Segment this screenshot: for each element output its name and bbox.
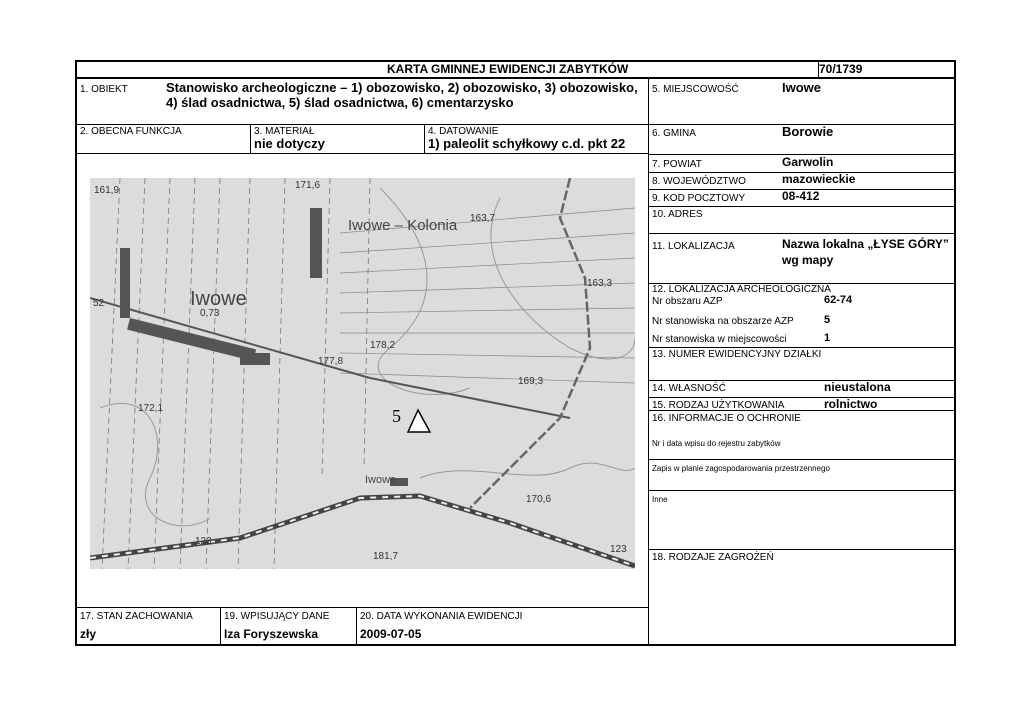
- row2-vdivider-a: [250, 124, 251, 153]
- field-wpisujacy-value: Iza Foryszewska: [224, 627, 319, 641]
- field-gmina-value: Borowie: [782, 124, 834, 139]
- site-number: 5: [392, 406, 401, 426]
- field-obiekt-label: 1. OBIEKT: [80, 84, 128, 95]
- stan-m-value: 1: [824, 332, 831, 344]
- row2-vdivider-b: [424, 124, 425, 153]
- stan-m-label: Nr stanowiska w miejscowości: [652, 334, 787, 345]
- map-label-iwowe: Iwowe: [190, 288, 247, 310]
- right-divider-14: [648, 397, 954, 398]
- field-stan-label: 17. STAN ZACHOWANIA: [80, 611, 193, 622]
- field-lokalizacja-line1: Nazwa lokalna „ŁYSE GÓRY”: [782, 237, 949, 251]
- right-divider-9: [648, 206, 954, 207]
- map-label-kolonia: Iwowe – Kolonia: [348, 217, 458, 234]
- right-divider-10: [648, 233, 954, 234]
- site-map: [90, 178, 635, 569]
- header-divider: [77, 77, 954, 79]
- field-wojewodztwo-value: mazowieckie: [782, 172, 856, 186]
- map-elev-14: 52: [93, 298, 105, 309]
- field-data-label: 20. DATA WYKONANIA EWIDENCJI: [360, 611, 523, 622]
- map-elev-12: 123: [195, 536, 212, 547]
- main-vdivider: [648, 77, 649, 644]
- azp-label: Nr obszaru AZP: [652, 296, 723, 307]
- field-miejscowosc-label: 5. MIEJSCOWOŚĆ: [652, 84, 739, 95]
- field-powiat-value: Garwolin: [782, 155, 834, 169]
- right-divider-16a: [648, 459, 954, 460]
- field-wlasnosc-value: nieustalona: [824, 380, 891, 394]
- field-material-value: nie dotyczy: [254, 136, 325, 151]
- card-title: KARTA GMINNEJ EWIDENCJI ZABYTKÓW: [387, 62, 629, 76]
- map-elev-8: 169,3: [518, 376, 544, 387]
- field-kod-value: 08-412: [782, 189, 820, 203]
- field-lok-arch-label: 12. LOKALIZACJA ARCHEOLOGICZNA: [652, 284, 831, 295]
- map-elev-3: 163,7: [470, 213, 496, 224]
- map-elev-13: 123: [610, 544, 627, 555]
- field-ochrona-label: 16. INFORMACJE O OCHRONIE: [652, 413, 801, 424]
- field-wojewodztwo-label: 8. WOJEWÓDZTWO: [652, 176, 746, 187]
- field-powiat-label: 7. POWIAT: [652, 159, 702, 170]
- right-divider-12: [648, 347, 954, 348]
- map-elev-6: 178,2: [370, 340, 396, 351]
- row-divider-2: [77, 153, 648, 154]
- bottom-divider: [77, 607, 648, 608]
- field-uzytkowanie-label: 15. RODZAJ UŻYTKOWANIA: [652, 400, 785, 411]
- map-elev-9: 172,1: [138, 403, 164, 414]
- map-elev-10: 170,6: [526, 494, 552, 505]
- ochrona-inne: Inne: [652, 495, 668, 504]
- field-kod-label: 9. KOD POCZTOWY: [652, 193, 746, 204]
- bottom-vdivider-a: [220, 607, 221, 644]
- field-datowanie-label: 4. DATOWANIE: [428, 126, 499, 137]
- field-gmina-label: 6. GMINA: [652, 128, 696, 139]
- right-divider-13: [648, 380, 954, 381]
- map-elev-5: 0,73: [200, 308, 220, 319]
- field-stan-value: zły: [80, 627, 97, 641]
- field-wpisujacy-label: 19. WPISUJĄCY DANE: [224, 611, 330, 622]
- field-data-value: 2009-07-05: [360, 627, 422, 641]
- field-obiekt-line1: Stanowisko archeologiczne – 1) obozowisko, 2) obozowisko, 3) obozowisko,: [166, 80, 638, 95]
- stan-azp-label: Nr stanowiska na obszarze AZP: [652, 316, 794, 327]
- right-divider-18: [648, 549, 954, 550]
- ochrona-rejestr: Nr i data wpisu do rejestru zabytków: [652, 439, 781, 448]
- field-material-label: 3. MATERIAŁ: [254, 126, 315, 137]
- map-label-iwowe-small: Iwowe: [365, 474, 397, 486]
- azp-value: 62-74: [824, 294, 853, 306]
- map-elev-11: 181,7: [373, 551, 399, 562]
- map-elev-7: 177,8: [318, 356, 344, 367]
- map-elev-2: 171,6: [295, 180, 321, 191]
- field-lokalizacja-label: 11. LOKALIZACJA: [652, 241, 735, 252]
- field-dzialka-label: 13. NUMER EWIDENCYJNY DZIAŁKI: [652, 349, 822, 360]
- field-uzytkowanie-value: rolnictwo: [824, 397, 878, 411]
- card-number: 70/1739: [819, 62, 863, 76]
- bottom-vdivider-b: [356, 607, 357, 644]
- field-zagrozenia-label: 18. RODZAJE ZAGROŻEŃ: [652, 552, 774, 563]
- right-divider-16b: [648, 490, 954, 491]
- field-wlasnosc-label: 14. WŁASNOŚĆ: [652, 383, 726, 394]
- field-datowanie-value: 1) paleolit schyłkowy c.d. pkt 22: [428, 136, 626, 151]
- map-elev-4: 163,3: [587, 278, 613, 289]
- field-funkcja-label: 2. OBECNA FUNKCJA: [80, 126, 182, 137]
- stan-azp-value: 5: [824, 314, 831, 326]
- field-obiekt-line2: 4) ślad osadnictwa, 5) ślad osadnictwa, 6) cmentarzysko: [166, 95, 514, 110]
- map-elev-1: 161,9: [94, 185, 120, 196]
- field-adres-label: 10. ADRES: [652, 209, 703, 220]
- field-lokalizacja-line2: wg mapy: [782, 253, 834, 267]
- ochrona-plan: Zapis w planie zagospodarowania przestrzennego: [652, 464, 830, 473]
- field-miejscowosc-value: Iwowe: [782, 80, 822, 95]
